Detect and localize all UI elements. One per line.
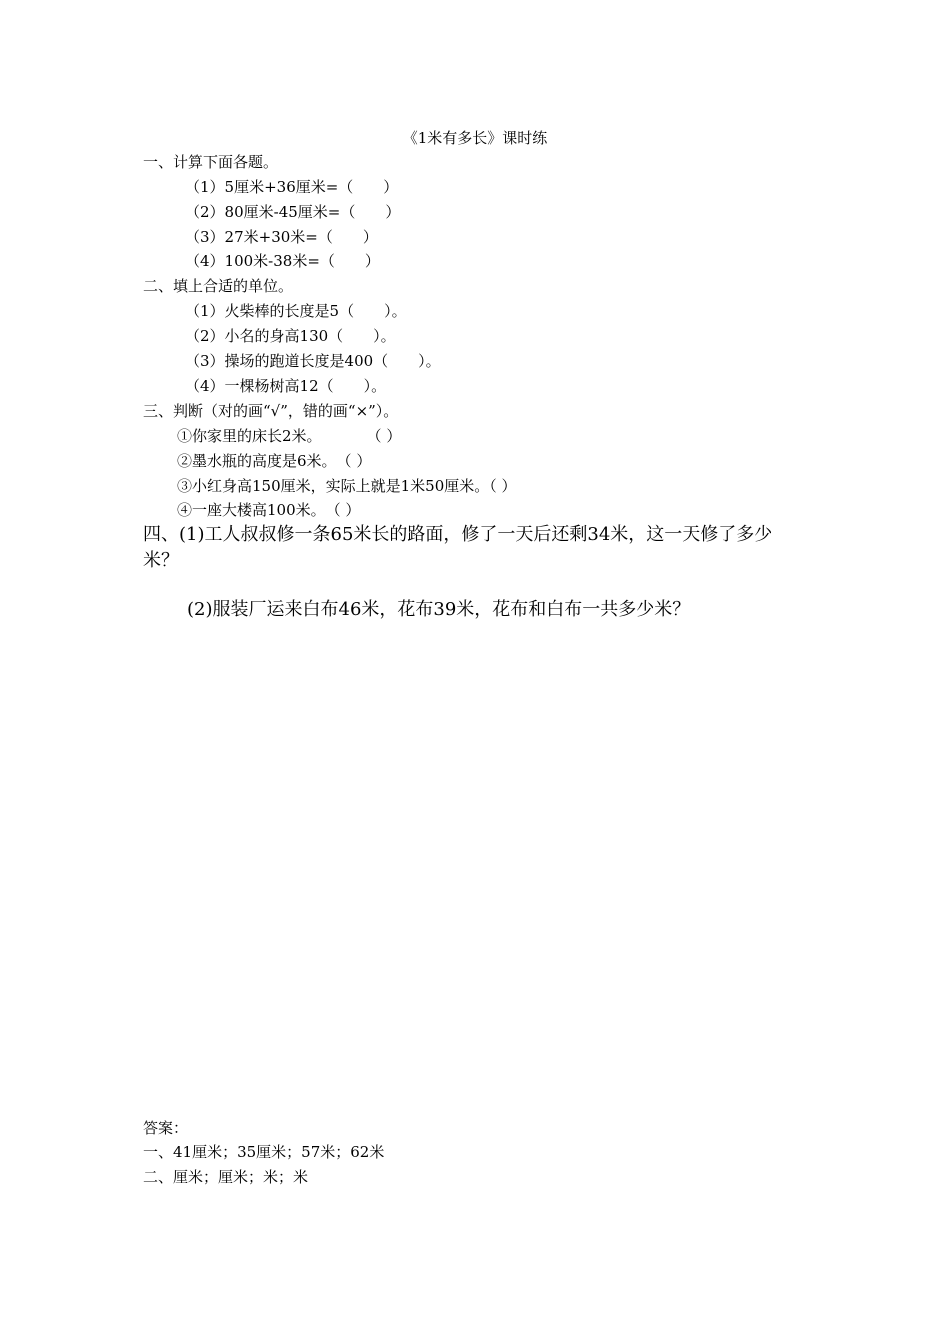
section1-heading: 一、计算下面各题。: [143, 153, 279, 171]
answers-section1: 一、41厘米；35厘米；57米；62米: [143, 1143, 385, 1161]
section3-item-1: ①你家里的床长2米。 （ ）: [177, 427, 402, 445]
section1-item-1: （1）5厘米+36厘米=（ ）: [185, 178, 399, 196]
section2-heading: 二、填上合适的单位。: [143, 277, 294, 295]
section4-question-1-cont: 米？: [143, 550, 179, 571]
section2-item-1: （1）火柴棒的长度是5（ ）。: [185, 302, 407, 320]
section2-item-3: （3）操场的跑道长度是400（ ）。: [185, 352, 441, 370]
section4-question-2: (2)服装厂运来白布46米，花布39米，花布和白布一共多少米？: [187, 599, 691, 620]
section2-item-4: （4）一棵杨树高12（ ）。: [185, 377, 387, 395]
section1-item-4: （4）100米-38米=（ ）: [185, 252, 380, 270]
worksheet-title: 《1米有多长》课时练: [402, 129, 548, 147]
section4-question-1: 四、(1)工人叔叔修一条65米长的路面，修了一天后还剩34米，这一天修了多少: [143, 524, 773, 545]
section3-item-4: ④一座大楼高100米。 （ ）: [177, 501, 361, 519]
section2-item-2: （2）小名的身高130（ ）。: [185, 327, 396, 345]
answers-section2: 二、厘米；厘米；米；米: [143, 1168, 309, 1186]
section3-item-2: ②墨水瓶的高度是6米。 （ ）: [177, 452, 372, 470]
section1-item-3: （3）27米+30米=（ ）: [185, 228, 378, 246]
section1-item-2: （2）80厘米-45厘米=（ ）: [185, 203, 401, 221]
section3-item-3: ③小红身高150厘米，实际上就是1米50厘米。（ ）: [177, 477, 517, 495]
answers-heading: 答案：: [143, 1119, 189, 1137]
section3-heading: 三、判断（对的画“√”，错的画“×”）。: [143, 402, 399, 420]
